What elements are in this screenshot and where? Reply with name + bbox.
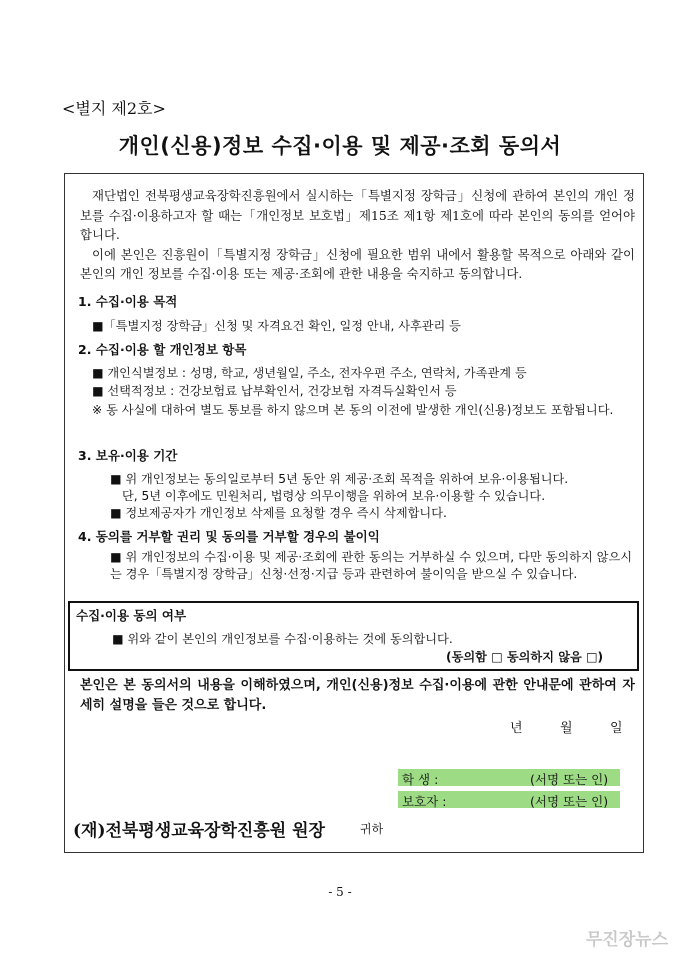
section-4-item: ■ 위 개인정보의 수집·이용 및 제공·조회에 관한 동의는 거부하실 수 있으며, 다만 동의하지 않으시는 경우「특별지정 장학금」신청·선정·지급 등과 관련하여 불이익을 받으실 수 있습니다.: [110, 550, 632, 581]
date-day: 일: [610, 721, 623, 736]
form-reference: <별지 제2호>: [62, 99, 166, 118]
section-3-item-1-continued: 단, 5년 이후에도 민원처리, 법령상 의무이행을 위하여 보유·이용할 수 있습니다.: [122, 489, 546, 503]
intro-line-1: 재단법인 전북평생교육장학진흥원에서 실시하는「특별지정 장학금」신청에 관하여 본인의 개인 정보를 수집·이용하고자 할 때는「개인정보 보호법」제15조 제1항 제1호에 따라 본인의 동의를 얻어야 합니다.: [80, 188, 635, 242]
consent-checkboxes[interactable]: (동의함 □ 동의하지 않음 □): [446, 650, 604, 664]
section-2-item-2: ■ 선택적정보 : 건강보험료 납부확인서, 건강보험 자격득실확인서 등: [92, 384, 457, 398]
intro-line-2: 이에 본인은 진흥원이「특별지정 장학금」신청에 필요한 범위 내에서 활용할 목적으로 아래와 같이 본인의 개인 정보를 수집·이용 또는 제공·조회에 관한 내용을 숙지하고 동의합니다.: [80, 246, 635, 281]
recipient-suffix: 귀하: [360, 822, 384, 836]
section-1-item: ■「특별지정 장학금」신청 및 자격요건 확인, 일정 안내, 사후관리 등: [92, 319, 461, 333]
student-label: 학 생 :: [402, 772, 439, 787]
section-3-title: 3. 보유·이용 기간: [78, 448, 178, 463]
guardian-signature-hint: (서명 또는 인): [530, 794, 609, 809]
section-3-item-1: ■ 위 개인정보는 동의일로부터 5년 동안 위 제공·조회 목적을 위하여 보유·이용됩니다.: [110, 472, 569, 486]
section-2-note: ※ 동 사실에 대하여 별도 통보를 하지 않으며 본 동의 이전에 발생한 개인(신용)정보도 포함됩니다.: [92, 403, 614, 417]
watermark-logo: 무진장뉴스: [585, 930, 668, 950]
guardian-label: 보호자 :: [402, 794, 447, 809]
section-2-title: 2. 수집·이용 할 개인정보 항목: [78, 342, 247, 357]
recipient-organization: (재)전북평생교육장학진흥원 원장: [73, 821, 325, 841]
section-4-title: 4. 동의를 거부할 권리 및 동의를 거부할 경우의 불이익: [78, 529, 380, 544]
date-month: 월: [560, 721, 573, 736]
section-2-item-1: ■ 개인식별정보 : 성명, 학교, 생년월일, 주소, 전자우편 주소, 연락처, 가족관계 등: [92, 366, 527, 380]
document-title: 개인(신용)정보 수집·이용 및 제공·조회 동의서: [118, 134, 562, 158]
confirmation-statement: 본인은 본 동의서의 내용을 이해하였으며, 개인(신용)정보 수집·이용에 관한 안내문에 관하여 자세히 설명을 들은 것으로 합니다.: [80, 678, 635, 713]
student-signature-hint: (서명 또는 인): [530, 772, 609, 787]
section-1-title: 1. 수집·이용 목적: [78, 294, 178, 309]
section-3-item-2: ■ 정보제공자가 개인정보 삭제를 요청할 경우 즉시 삭제합니다.: [110, 506, 447, 520]
intro-paragraph: [80, 186, 635, 284]
consent-title: 수집·이용 동의 여부: [76, 608, 187, 623]
consent-statement: ■ 위와 같이 본인의 개인정보를 수집·이용하는 것에 동의합니다.: [112, 632, 453, 646]
date-year: 년: [510, 721, 523, 736]
page-number: - 5 -: [328, 885, 352, 899]
